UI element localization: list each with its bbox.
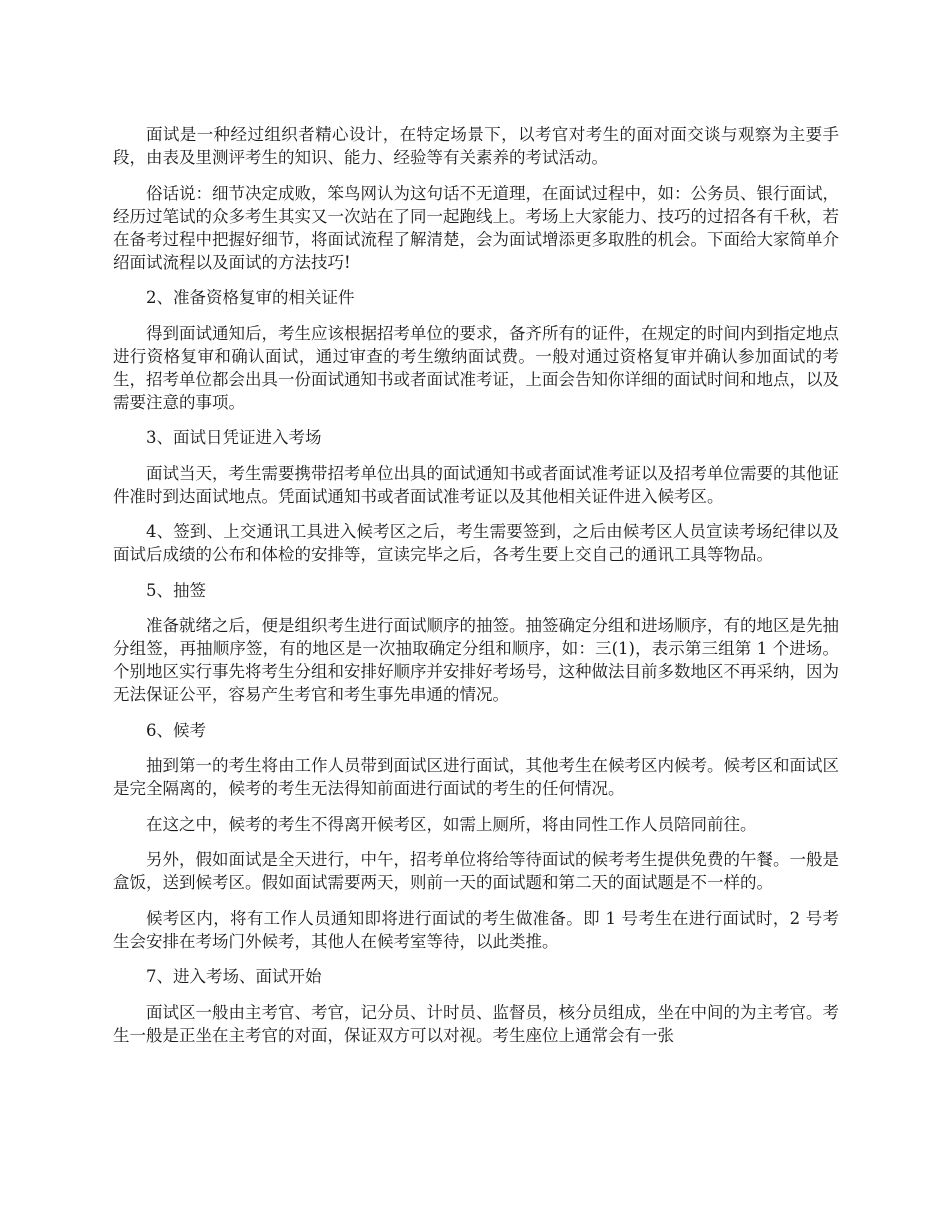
section-heading-3: 3、面试日凭证进入考场 bbox=[146, 428, 322, 447]
paragraph-enter-venue: 面试当天，考生需要携带招考单位出具的面试通知书或者面试准考证以及招考单位需要的其他证件准时到达面试地点。凭面试通知书或者面试准考证以及其他相关证件进入候考区。 bbox=[113, 463, 839, 506]
paragraph-sign-in: 4、签到、上交通讯工具进入候考区之后，考生需要签到，之后由候考区人员宣读考场纪律以及面试后成绩的公布和体检的安排等，宣读完毕之后，各考生要上交自己的通讯工具等物品。 bbox=[113, 522, 839, 564]
section-heading-2: 2、准备资格复审的相关证件 bbox=[146, 288, 355, 307]
paragraph-details: 俗话说：细节决定成败，笨鸟网认为这句话不无道理，在面试过程中，如：公务员、银行面试，经历过笔试的众多考生其实又一次站在了同一起跑线上。考场上大家能力、技巧的过招各有千秋，若在备考过程中把握好细节，将面试流程了解清楚，会为面试增添更多取胜的机会。下面给大家简单介绍面试流程以及面试的方法技巧! bbox=[113, 183, 839, 272]
paragraph-waiting-rules: 在这之中，候考的考生不得离开候考区，如需上厕所，将由同性工作人员陪同前往。 bbox=[146, 814, 757, 834]
paragraph-order: 候考区内，将有工作人员通知即将进行面试的考生做准备。即 1 号考生在进行面试时，2 号考生会安排在考场门外候考，其他人在候考室等待，以此类推。 bbox=[113, 908, 839, 951]
document-body bbox=[113, 123, 839, 1059]
section-heading-5: 5、抽签 bbox=[146, 580, 206, 600]
paragraph-examiners: 面试区一般由主考官、考官，记分员、计时员、监督员，核分员组成，坐在中间的为主考官。考生一般是正坐在主考官的对面，保证双方可以对视。考生座位上通常会有一张 bbox=[113, 1002, 839, 1045]
paragraph-waiting-area: 抽到第一的考生将由工作人员带到面试区进行面试，其他考生在候考区内候考。候考区和面试区是完全隔离的，候考的考生无法得知前面进行面试的考生的任何情况。 bbox=[113, 756, 839, 798]
paragraph-qualification-review: 得到面试通知后，考生应该根据招考单位的要求，备齐所有的证件，在规定的时间内到指定地点进行资格复审和确认面试，通过审查的考生缴纳面试费。一般对通过资格复审并确认参加面试的考生，招考单位都会出具一份面试通知书或者面试准考证，上面会告知你详细的面试时间和地点，以及需要注意的事项。 bbox=[113, 323, 839, 412]
paragraph-lunch: 另外，假如面试是全天进行，中午，招考单位将给等待面试的候考考生提供免费的午餐。一般是盒饭，送到候考区。假如面试需要两天，则前一天的面试题和第二天的面试题是不一样的。 bbox=[113, 850, 839, 892]
paragraph-draw-lots: 准备就绪之后，便是组织考生进行面试顺序的抽签。抽签确定分组和进场顺序，有的地区是先抽分组签，再抽顺序签，有的地区是一次抽取确定分组和顺序，如：三(1)，表示第三组第 1 个进场。个别地区实行事先将考生分组和安排好顺序并安排好考场号，这种做法目前多数地区不再采纳，因为无法保证公平，容易产生考官和考生事先串通的情况。 bbox=[113, 616, 839, 704]
section-heading-6: 6、候考 bbox=[146, 720, 206, 740]
paragraph-intro: 面试是一种经过组织者精心设计，在特定场景下，以考官对考生的面对面交谈与观察为主要手段，由表及里测评考生的知识、能力、经验等有关素养的考试活动。 bbox=[113, 125, 839, 167]
section-heading-7: 7、进入考场、面试开始 bbox=[146, 967, 322, 986]
